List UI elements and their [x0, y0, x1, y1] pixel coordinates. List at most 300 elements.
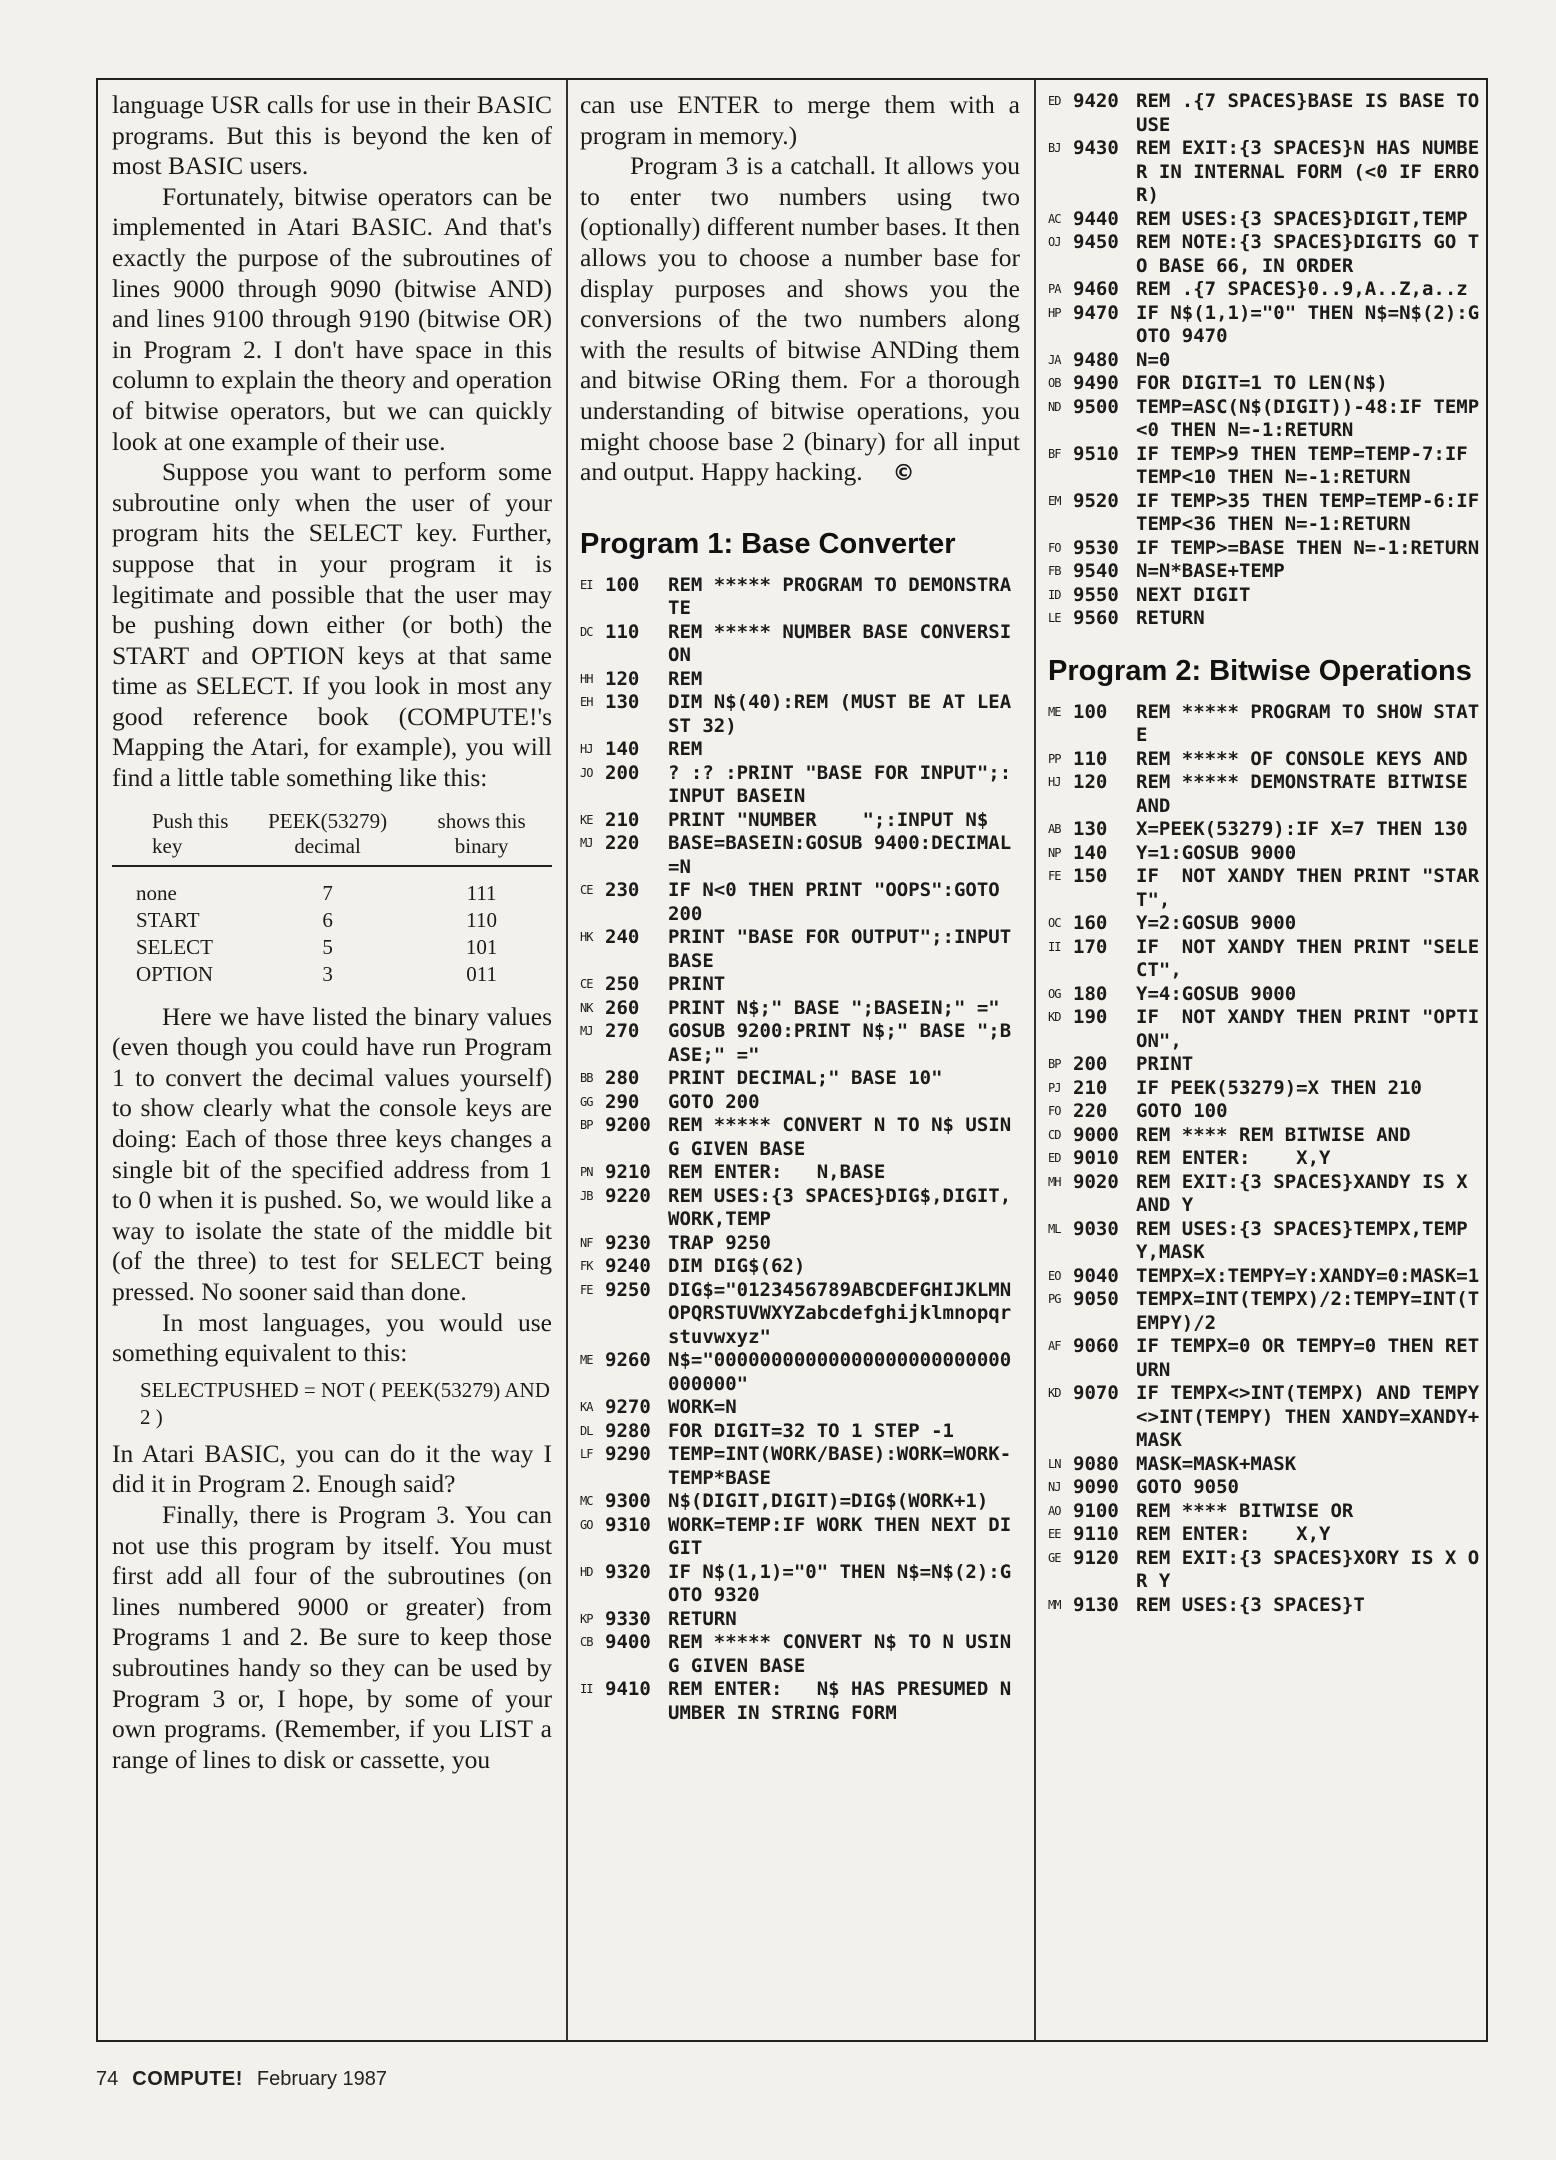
- line-number: 9560: [1073, 607, 1119, 629]
- listing-line: [580, 1185, 1020, 1232]
- statement: IF NOT XANDY THEN PRINT "SELECT",: [1136, 935, 1480, 981]
- checksum: GO: [580, 1517, 593, 1532]
- checksum: ML: [1048, 1221, 1061, 1236]
- listing-line: [1048, 1147, 1488, 1171]
- statement: DIG$="0123456789ABCDEFGHIJKLMNOPQRSTUVWXYZabcdefghijklmnopqrstuvwxyz": [668, 1278, 1012, 1348]
- line-number: 220: [1073, 1100, 1108, 1122]
- checksum: HJ: [1048, 775, 1061, 789]
- listing-line: [580, 1349, 1020, 1396]
- statement: PRINT DECIMAL;" BASE 10": [668, 1067, 943, 1090]
- line-number: 9300: [605, 1490, 651, 1513]
- checksum: FE: [580, 1282, 593, 1297]
- line-number: 140: [605, 738, 640, 761]
- table-cell: SELECT: [136, 934, 213, 959]
- listing-line: [580, 1091, 1020, 1115]
- checksum: JA: [1048, 352, 1061, 367]
- listing-line: [1048, 396, 1488, 443]
- statement: IF N<0 THEN PRINT "OOPS":GOTO 200: [668, 879, 1012, 925]
- listing-line: [1048, 1006, 1488, 1053]
- listing-line: [1048, 1077, 1488, 1101]
- statement: REM ***** CONVERT N TO N$ USING GIVEN BASE: [668, 1114, 1012, 1160]
- line-number: 110: [605, 620, 640, 643]
- statement: REM ***** OF CONSOLE KEYS AND: [1136, 747, 1468, 770]
- line-number: 280: [605, 1067, 640, 1090]
- listing-line: [1048, 1053, 1488, 1077]
- table-cell: 6: [322, 907, 333, 932]
- listing-line: [1048, 443, 1488, 490]
- line-number: 9000: [1073, 1123, 1119, 1146]
- body-paragraph: Suppose you want to perform some subroutine only when the user of your program hits the SELECT key. Further, suppose that in your program it is legitimate and possible that the user may be pushing down either (or both) the START and OPTION keys at that same time as SELECT. If you look in most any good reference book (COMPUTE!'s Mapping the Atari, for example), you will find a little table something like this:: [112, 457, 552, 793]
- listing-line: [1048, 1335, 1488, 1382]
- checksum: HD: [580, 1564, 593, 1579]
- body-paragraph: Fortunately, bitwise operators can be implemented in Atari BASIC. And that's exactly the purpose of the subroutines of lines 9000 through 9090 (bitwise AND) and lines 9100 through 9190 (bitwise OR) in Program 2. I don't have space in this column to explain the theory and operation of bitwise operators, but we can quickly look at one example of their use.: [112, 181, 552, 456]
- statement: IF N$(1,1)="0" THEN N$=N$(2):GOTO 9470: [1136, 301, 1480, 347]
- statement: N$="00000000000000000000000000000000": [668, 1349, 1012, 1395]
- listing-line: [1048, 349, 1488, 373]
- table-header: PEEK(53279) decimal: [244, 808, 411, 866]
- listing-line: [580, 574, 1020, 621]
- program-1-listing-continued: [1048, 90, 1491, 631]
- page-footer: [96, 2068, 387, 2091]
- listing-line: [1048, 231, 1488, 278]
- checksum: BJ: [1048, 141, 1061, 155]
- statement: MASK=MASK+MASK: [1136, 1452, 1297, 1475]
- listing-line: [1048, 748, 1488, 772]
- body-paragraph: In most languages, you would use something equivalent to this:: [112, 1307, 552, 1368]
- statement: IF TEMPX=0 OR TEMPY=0 THEN RETURN: [1136, 1335, 1480, 1381]
- line-number: 9020: [1073, 1170, 1119, 1193]
- statement: TEMPX=INT(TEMPX)/2:TEMPY=INT(TEMPY)/2: [1136, 1288, 1480, 1334]
- line-number: 9410: [605, 1678, 651, 1701]
- line-number: 9270: [605, 1396, 651, 1419]
- program-1-listing: [580, 573, 1023, 1726]
- checksum: GE: [1048, 1550, 1061, 1565]
- statement: REM: [668, 667, 703, 690]
- checksum: NJ: [1048, 1480, 1061, 1494]
- statement: REM USES:{3 SPACES}T: [1136, 1593, 1365, 1616]
- listing-line: [1048, 1453, 1488, 1477]
- listing-line: [1048, 1594, 1488, 1618]
- line-number: 9290: [605, 1443, 651, 1466]
- statement: GOTO 100: [1136, 1100, 1228, 1122]
- checksum: KA: [580, 1400, 593, 1415]
- listing-line: [1048, 302, 1488, 349]
- line-number: 9510: [1073, 442, 1119, 465]
- col1-paragraphs-b: [112, 1002, 552, 1369]
- checksum: LE: [1048, 611, 1061, 625]
- line-number: 120: [1073, 771, 1108, 793]
- line-number: 9220: [605, 1184, 651, 1207]
- table-header: shows this binary: [411, 808, 552, 866]
- column-2: [580, 90, 1023, 1725]
- table-row: [112, 907, 552, 934]
- checksum: OJ: [1048, 235, 1061, 249]
- listing-line: [580, 1232, 1020, 1256]
- statement: IF TEMP>35 THEN TEMP=TEMP-6:IF TEMP<36 THEN N=-1:RETURN: [1136, 489, 1491, 535]
- statement: PRINT "NUMBER ";:INPUT N$: [668, 808, 989, 831]
- checksum: KE: [580, 812, 593, 827]
- checksum: HJ: [580, 742, 593, 757]
- line-number: 9550: [1073, 583, 1119, 606]
- console-keys-table: [112, 808, 552, 988]
- checksum: NK: [580, 1000, 593, 1015]
- listing-line: [580, 1420, 1020, 1444]
- listing-line: [1048, 1265, 1488, 1289]
- line-number: 290: [605, 1090, 640, 1113]
- statement: FOR DIGIT=32 TO 1 STEP -1: [668, 1419, 954, 1442]
- statement: Y=2:GOSUB 9000: [1136, 912, 1297, 934]
- checksum: II: [1048, 939, 1061, 954]
- listing-line: [580, 1631, 1020, 1678]
- col2-paragraphs: [580, 90, 1020, 490]
- table-cell: 101: [465, 934, 498, 959]
- checksum: HK: [580, 930, 593, 945]
- line-number: 180: [1073, 982, 1108, 1005]
- listing-line: [580, 1020, 1020, 1067]
- listing-line: [1048, 1100, 1488, 1124]
- body-paragraph: Here we have listed the binary values (even though you could have run Program 1 to convert the decimal values yourself) to show clearly what the console keys are doing: Each of those three keys changes a single bit of the specified address from 1 to 0 when it is pushed. So, we would like a way to isolate the state of the middle bit (of the three) to test for SELECT being pressed. No sooner said than done.: [112, 1001, 552, 1306]
- listing-line: [1048, 1218, 1488, 1265]
- line-number: 9400: [605, 1631, 651, 1654]
- line-number: 9470: [1073, 301, 1119, 324]
- statement: RETURN: [668, 1607, 737, 1630]
- statement: Y=4:GOSUB 9000: [1136, 982, 1297, 1005]
- statement: TEMP=INT(WORK/BASE):WORK=WORK-TEMP*BASE: [668, 1443, 1012, 1489]
- line-number: 9260: [605, 1349, 651, 1372]
- statement: PRINT "BASE FOR OUTPUT";:INPUT BASE: [668, 926, 1023, 972]
- listing-line: [1048, 865, 1488, 912]
- page-number: 74: [96, 2068, 119, 2090]
- statement: FOR DIGIT=1 TO LEN(N$): [1136, 372, 1388, 394]
- listing-line: [1048, 1523, 1488, 1547]
- statement: REM: [668, 738, 703, 761]
- line-number: 9500: [1073, 395, 1119, 418]
- line-number: 250: [605, 973, 640, 996]
- checksum: PA: [1048, 282, 1061, 296]
- listing-line: [580, 1396, 1020, 1420]
- checksum: EI: [580, 577, 593, 592]
- listing-line: [1048, 208, 1488, 232]
- checksum: CE: [580, 977, 593, 992]
- listing-line: [1048, 372, 1488, 396]
- line-number: 9530: [1073, 536, 1119, 559]
- line-number: 9540: [1073, 560, 1119, 582]
- statement: REM ***** PROGRAM TO DEMONSTRATE: [668, 573, 1012, 620]
- line-number: 190: [1073, 1006, 1108, 1028]
- statement: IF TEMP>9 THEN TEMP=TEMP-7:IF TEMP<10 THEN N=-1:RETURN: [1136, 442, 1480, 488]
- checksum: FO: [1048, 540, 1061, 555]
- listing-line: [580, 973, 1020, 997]
- line-number: 9460: [1073, 278, 1119, 300]
- body-paragraph: In Atari BASIC, you can do it the way I did it in Program 2. Enough said?: [112, 1438, 552, 1499]
- checksum: FK: [580, 1259, 593, 1274]
- statement: BASE=BASEIN:GOSUB 9400:DECIMAL=N: [668, 832, 1012, 878]
- listing-line: [1048, 1171, 1488, 1218]
- checksum: CB: [580, 1635, 593, 1650]
- line-number: 210: [605, 808, 640, 831]
- listing-line: [580, 691, 1020, 738]
- checksum: AO: [1048, 1503, 1061, 1518]
- line-number: 9040: [1073, 1264, 1119, 1287]
- line-number: 160: [1073, 912, 1108, 934]
- listing-line: [580, 1561, 1020, 1608]
- line-number: 150: [1073, 865, 1108, 887]
- checksum: ED: [1048, 1151, 1061, 1165]
- line-number: 9320: [605, 1560, 651, 1583]
- listing-line: [580, 926, 1023, 973]
- checksum: II: [580, 1682, 593, 1697]
- line-number: 100: [605, 573, 640, 596]
- listing-line: [580, 1490, 1020, 1514]
- checksum: AF: [1048, 1339, 1061, 1353]
- statement: Y=1:GOSUB 9000: [1136, 841, 1297, 864]
- listing-line: [580, 1161, 1020, 1185]
- line-number: 9240: [605, 1255, 651, 1278]
- line-number: 9280: [605, 1419, 651, 1442]
- listing-line: [1048, 936, 1488, 983]
- statement: N$(DIGIT,DIGIT)=DIG$(WORK+1): [668, 1490, 989, 1513]
- checksum: DL: [580, 1423, 593, 1438]
- checksum: KD: [1048, 1010, 1061, 1024]
- line-number: 9310: [605, 1513, 651, 1536]
- listing-line: [1048, 842, 1488, 866]
- listing-line: [1048, 1288, 1488, 1335]
- table-cell: START: [136, 907, 200, 932]
- listing-line: [580, 997, 1020, 1021]
- listing-line: [1048, 537, 1488, 561]
- statement: REM ENTER: N$ HAS PRESUMED NUMBER IN STRING FORM: [668, 1678, 1012, 1724]
- table-cell: OPTION: [136, 961, 213, 986]
- listing-line: [1048, 90, 1491, 137]
- checksum: KD: [1048, 1386, 1061, 1400]
- checksum: OB: [1048, 376, 1061, 390]
- line-number: 9440: [1073, 207, 1119, 230]
- checksum: EO: [1048, 1268, 1061, 1283]
- table-cell: 5: [322, 934, 333, 959]
- body-paragraph: language USR calls for use in their BASIC programs. But this is beyond the ken of most BASIC users.: [112, 90, 552, 181]
- checksum: ID: [1048, 587, 1061, 602]
- table-cell: 111: [466, 880, 497, 905]
- line-number: 240: [605, 926, 640, 949]
- statement: DIM N$(40):REM (MUST BE AT LEAST 32): [668, 691, 1012, 737]
- line-number: 9490: [1073, 372, 1119, 394]
- checksum: BP: [580, 1118, 593, 1133]
- checksum: LF: [580, 1447, 593, 1462]
- listing-line: [1048, 278, 1488, 302]
- listing-line: [580, 1514, 1020, 1561]
- statement: IF N$(1,1)="0" THEN N$=N$(2):GOTO 9320: [668, 1560, 1012, 1607]
- statement: WORK=TEMP:IF WORK THEN NEXT DIGIT: [668, 1513, 1012, 1560]
- column-3: [1048, 90, 1491, 1617]
- checksum: EM: [1048, 493, 1061, 508]
- statement: REM **** REM BITWISE AND: [1136, 1123, 1411, 1146]
- line-number: 120: [605, 667, 640, 690]
- body-paragraph: can use ENTER to merge them with a program in memory.): [580, 90, 1020, 150]
- table-header: Push this key: [112, 808, 244, 866]
- listing-line: [580, 832, 1020, 879]
- checksum: MJ: [580, 1024, 593, 1039]
- listing-line: [1048, 1382, 1488, 1453]
- statement: TRAP 9250: [668, 1231, 771, 1254]
- body-paragraph: [580, 151, 1020, 490]
- listing-line: [580, 762, 1020, 809]
- line-number: 9100: [1073, 1499, 1119, 1522]
- table-row: [112, 961, 552, 988]
- listing-line: [1048, 1500, 1488, 1524]
- statement: N=0: [1136, 348, 1171, 371]
- checksum: AC: [1048, 211, 1061, 226]
- statement: REM ***** CONVERT N$ TO N USING GIVEN BASE: [668, 1631, 1012, 1677]
- checksum: OC: [1048, 916, 1061, 930]
- checksum: MJ: [580, 836, 593, 851]
- statement: IF TEMPX<>INT(TEMPX) AND TEMPY<>INT(TEMPY) THEN XANDY=XANDY+MASK: [1136, 1382, 1480, 1451]
- listing-line: [580, 879, 1020, 926]
- listing-line: [580, 1608, 1020, 1632]
- statement: NEXT DIGIT: [1136, 583, 1251, 606]
- program-2-title: Program 2: Bitwise Operations: [1048, 654, 1472, 687]
- checksum: ME: [1048, 704, 1061, 719]
- statement: REM USES:{3 SPACES}DIG$,DIGIT,WORK,TEMP: [668, 1184, 1012, 1231]
- checksum: EH: [580, 695, 593, 710]
- line-number: 110: [1073, 747, 1108, 770]
- statement: REM EXIT:{3 SPACES}XANDY IS X AND Y: [1136, 1170, 1480, 1216]
- statement: TEMP=ASC(N$(DIGIT))-48:IF TEMP<0 THEN N=-1:RETURN: [1136, 395, 1480, 441]
- checksum: GG: [580, 1094, 593, 1109]
- statement: PRINT N$;" BASE ";BASEIN;" =": [668, 996, 1000, 1019]
- statement: GOTO 200: [668, 1090, 760, 1113]
- listing-line: [1048, 983, 1488, 1007]
- line-number: 130: [605, 691, 640, 714]
- line-number: 9120: [1073, 1546, 1119, 1569]
- line-number: 9060: [1073, 1335, 1119, 1357]
- listing-line: [580, 1678, 1020, 1725]
- table-row: [112, 934, 552, 961]
- statement: REM ***** PROGRAM TO SHOW STATE: [1136, 700, 1480, 746]
- table-cell: 7: [322, 880, 333, 905]
- program-1-title: Program 1: Base Converter: [580, 527, 956, 560]
- statement: REM NOTE:{3 SPACES}DIGITS GO TO BASE 66, IN ORDER: [1136, 231, 1480, 277]
- table-cell: 011: [466, 961, 497, 986]
- col1-paragraphs-a: [112, 90, 552, 794]
- statement: REM USES:{3 SPACES}DIGIT,TEMP: [1136, 207, 1468, 230]
- line-number: 9430: [1073, 137, 1119, 159]
- line-number: 9200: [605, 1114, 651, 1137]
- statement: REM EXIT:{3 SPACES}N HAS NUMBER IN INTERNAL FORM (<0 IF ERROR): [1136, 137, 1480, 206]
- statement: REM .{7 SPACES}0..9,A..Z,a..z: [1136, 278, 1468, 300]
- listing-line: [580, 1279, 1020, 1350]
- statement: REM ***** DEMONSTRATE BITWISE AND: [1136, 771, 1480, 817]
- line-number: 9520: [1073, 489, 1119, 512]
- statement: DIM DIG$(62): [668, 1255, 806, 1278]
- line-number: 170: [1073, 935, 1108, 958]
- line-number: 140: [1073, 841, 1108, 864]
- table-cell: 3: [322, 961, 333, 986]
- line-number: 9420: [1073, 90, 1119, 112]
- checksum: BB: [580, 1071, 593, 1086]
- statement: PRINT: [1136, 1053, 1194, 1075]
- line-number: 270: [605, 1020, 640, 1043]
- listing-line: [1048, 1124, 1488, 1148]
- checksum: FO: [1048, 1104, 1061, 1118]
- checksum: NP: [1048, 845, 1061, 860]
- column-1: [112, 90, 552, 1775]
- table-row: [112, 866, 552, 907]
- checksum: PG: [1048, 1292, 1061, 1306]
- statement: PRINT: [668, 973, 726, 996]
- checksum: KP: [580, 1611, 593, 1626]
- checksum: PP: [1048, 751, 1061, 766]
- paragraph-text: Program 3 is a catchall. It allows you to enter two numbers using two (optionally) different number bases. It then allows you to choose a number base for display purposes and shows you the conversions of the two numbers along with the results of bitwise ANDing them and bitwise ORing them. For a thorough understanding of bitwise operations, you might choose base 2 (binary) for all input and output. Happy hacking.: [580, 151, 1020, 487]
- checksum: HP: [1048, 305, 1061, 320]
- statement: IF NOT XANDY THEN PRINT "START",: [1136, 865, 1480, 911]
- checksum: AB: [1048, 822, 1061, 836]
- checksum: HH: [580, 671, 593, 686]
- checksum: FB: [1048, 564, 1061, 578]
- column-divider-1: [566, 80, 568, 2040]
- listing-line: [580, 621, 1020, 668]
- line-number: 9010: [1073, 1147, 1119, 1169]
- listing-line: [1048, 560, 1488, 584]
- statement: RETURN: [1136, 607, 1205, 629]
- checksum: MH: [1048, 1174, 1061, 1189]
- checksum: PJ: [1048, 1080, 1061, 1095]
- line-number: 9090: [1073, 1476, 1119, 1498]
- checksum: OG: [1048, 986, 1061, 1001]
- statement: IF NOT XANDY THEN PRINT "OPTION",: [1136, 1006, 1480, 1052]
- line-number: 9070: [1073, 1382, 1119, 1404]
- table-header-row: [112, 808, 552, 866]
- checksum: PN: [580, 1165, 593, 1180]
- statement: N=N*BASE+TEMP: [1136, 560, 1285, 582]
- listing-line: [1048, 489, 1491, 537]
- line-number: 9330: [605, 1607, 651, 1630]
- listing-line: [580, 1443, 1020, 1490]
- listing-line: [580, 1067, 1020, 1091]
- line-number: 200: [605, 761, 640, 784]
- body-paragraph: Finally, there is Program 3. You can not use this program by itself. You must first add all four of the subroutines (on lines numbered 9000 or greater) from Programs 1 and 2. Be sure to keep those subroutines handy so they can be used by Program 3 or, I hope, by some of your own programs. (Remember, if you LIST a range of lines to disk or cassette, you: [112, 1499, 552, 1774]
- checksum: BP: [1048, 1057, 1061, 1071]
- checksum: BF: [1048, 446, 1061, 461]
- line-number: 9450: [1073, 231, 1119, 253]
- listing-line: [580, 1255, 1020, 1279]
- line-number: 9050: [1073, 1288, 1119, 1310]
- checksum: MC: [580, 1494, 593, 1509]
- line-number: 9130: [1073, 1593, 1119, 1616]
- line-number: 260: [605, 996, 640, 1019]
- statement: REM .{7 SPACES}BASE IS BASE TO USE: [1136, 90, 1491, 136]
- listing-line: [1048, 912, 1488, 936]
- listing-line: [1048, 607, 1488, 631]
- checksum: CE: [580, 883, 593, 898]
- table-cell: 110: [466, 907, 497, 932]
- line-number: 130: [1073, 818, 1108, 840]
- checksum: MM: [1048, 1597, 1061, 1612]
- statement: TEMPX=X:TEMPY=Y:XANDY=0:MASK=1: [1136, 1264, 1480, 1287]
- listing-line: [580, 738, 1020, 762]
- statement: REM USES:{3 SPACES}TEMPX,TEMPY,MASK: [1136, 1217, 1468, 1263]
- line-number: 9230: [605, 1231, 651, 1254]
- statement: GOTO 9050: [1136, 1476, 1239, 1498]
- statement: REM **** BITWISE OR: [1136, 1499, 1354, 1522]
- magazine-name: COMPUTE!: [132, 2068, 243, 2090]
- checksum: ND: [1048, 399, 1061, 414]
- line-number: 230: [605, 879, 640, 902]
- program-2-listing: [1048, 701, 1488, 1618]
- issue-date: February 1987: [256, 2068, 387, 2090]
- listing-line: [1048, 701, 1488, 748]
- listing-line: [1048, 771, 1488, 818]
- listing-line: [1048, 1476, 1488, 1500]
